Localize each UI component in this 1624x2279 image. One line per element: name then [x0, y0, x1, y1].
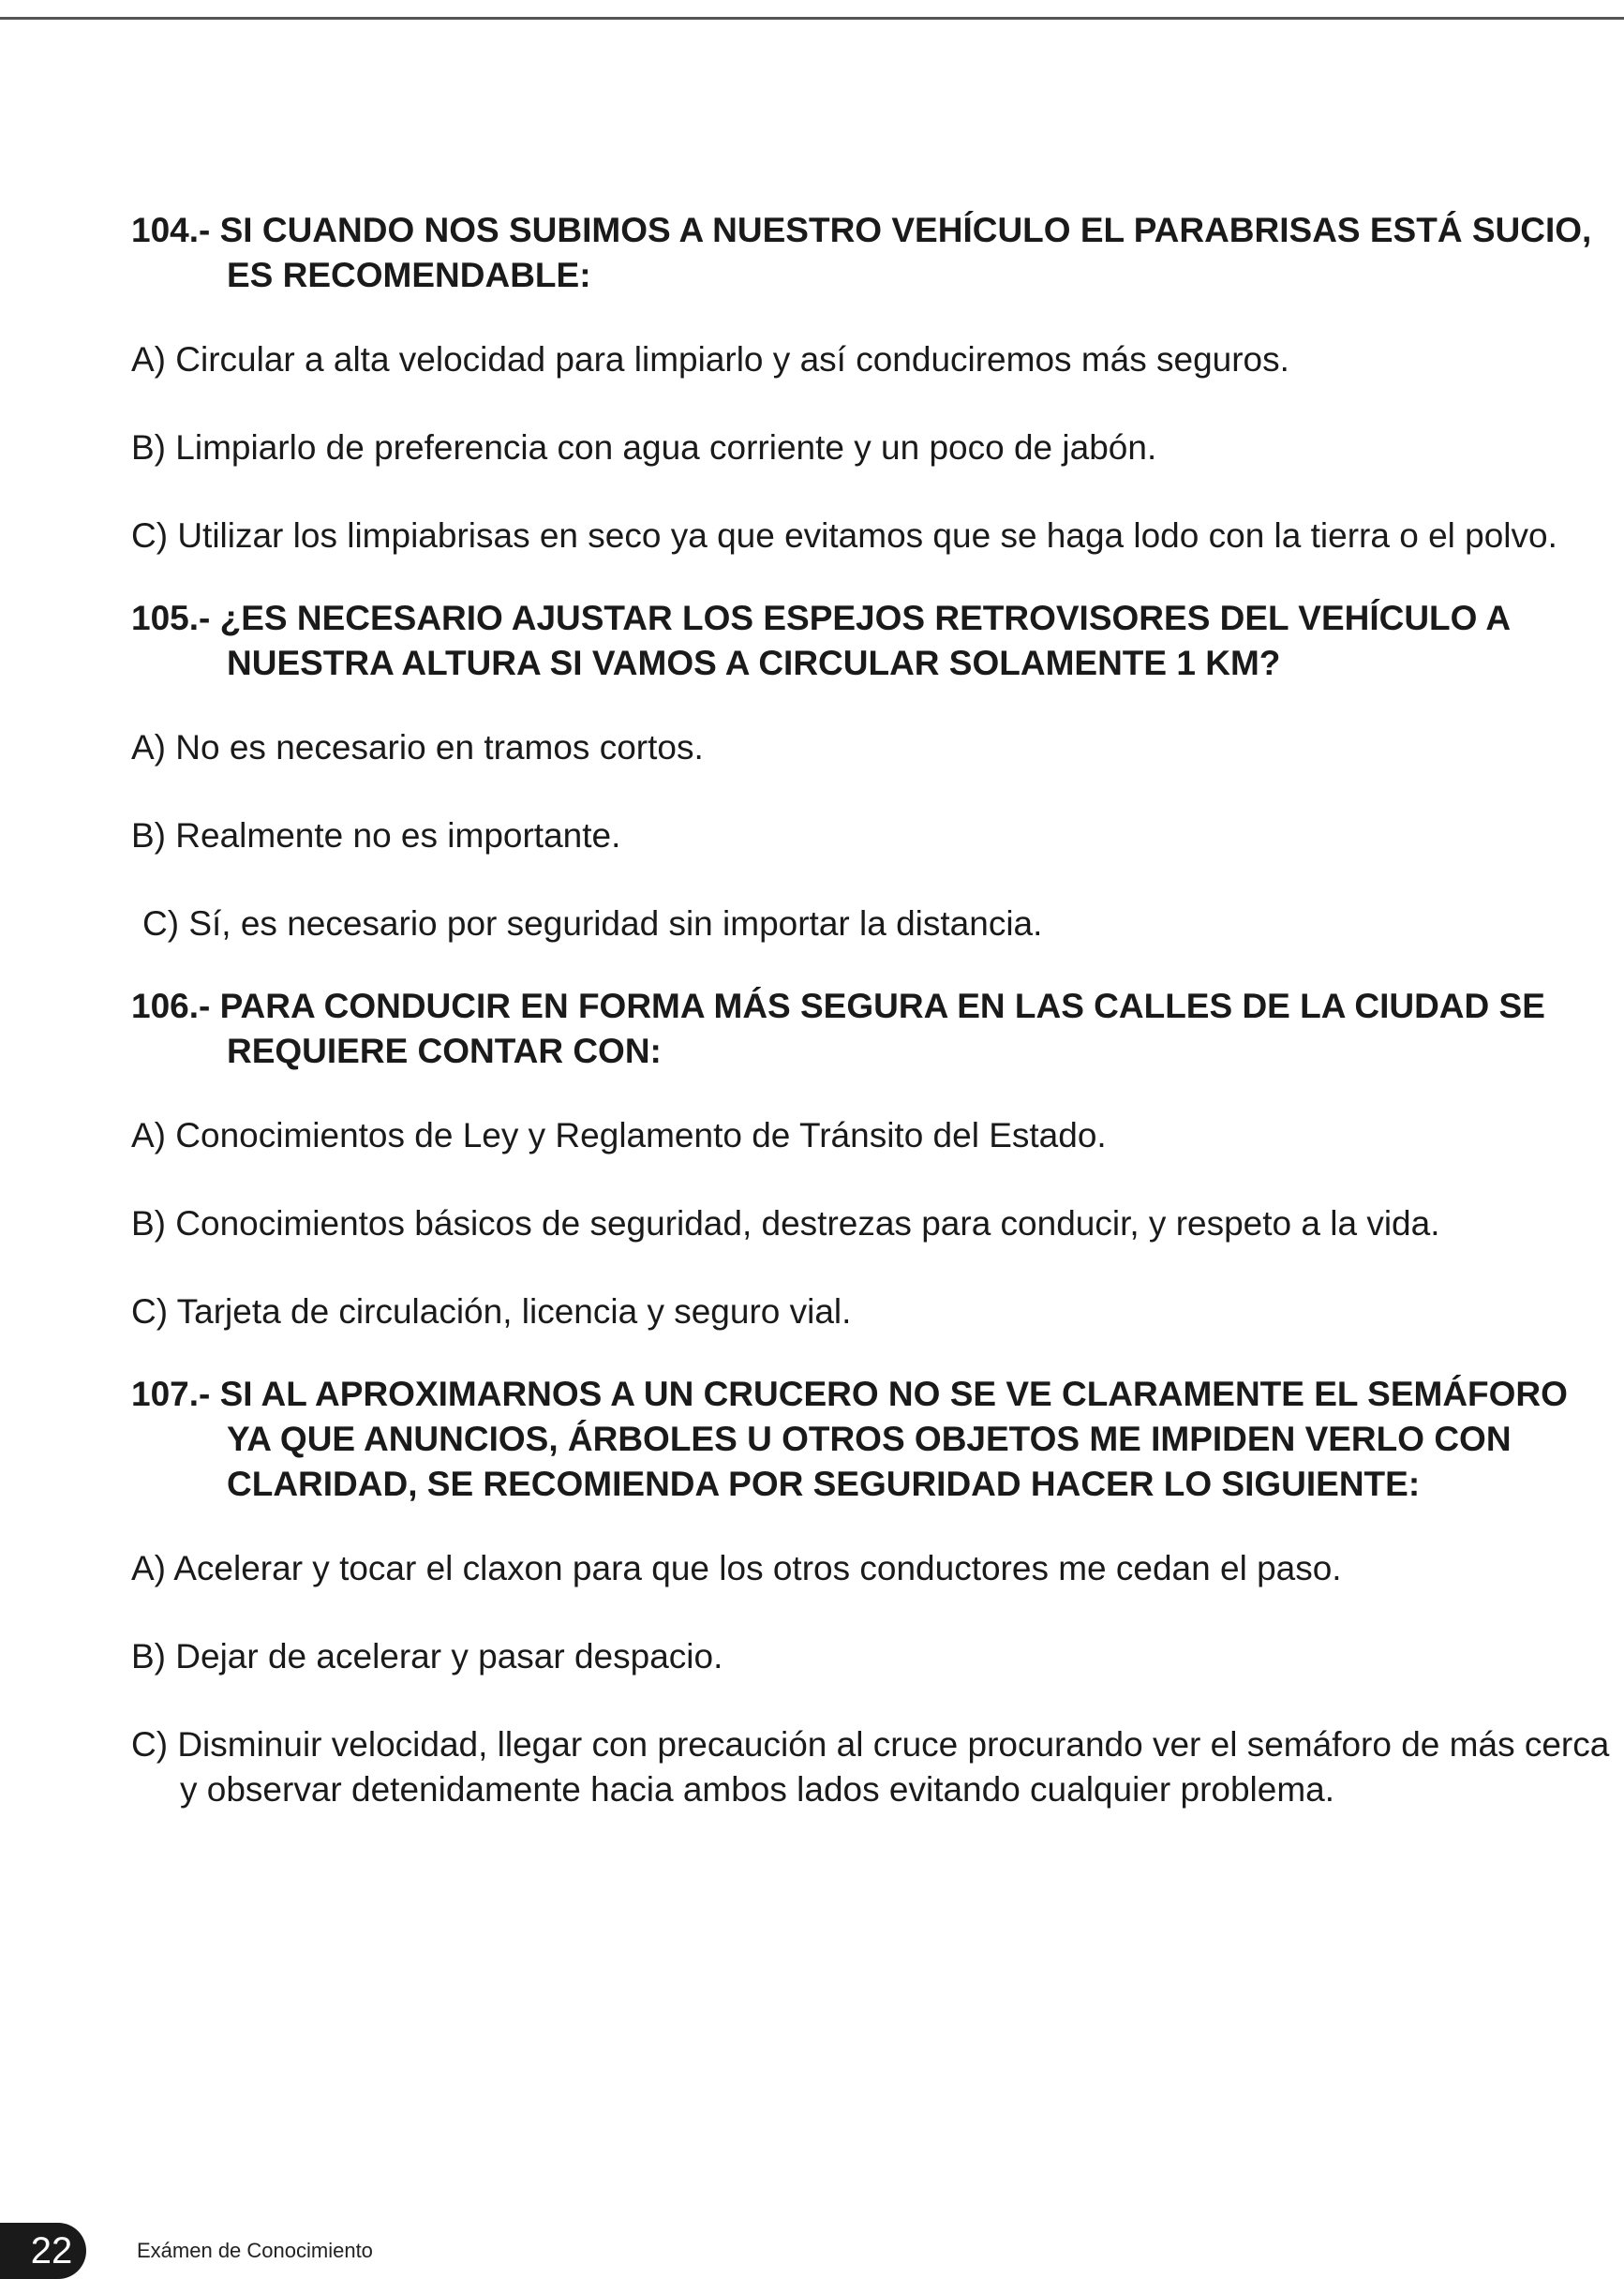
- footer-label: Exámen de Conocimiento: [137, 2239, 373, 2262]
- answer-option: B) Dejar de acelerar y pasar despacio.: [131, 1637, 723, 1676]
- question-block-105: [131, 596, 1612, 946]
- question-block-106: [131, 984, 1612, 1334]
- question-heading: 104.- SI CUANDO NOS SUBIMOS A NUESTRO VEHÍCULO EL PARABRISAS ESTÁ SUCIO, ES RECOMENDABLE:: [131, 211, 1592, 294]
- top-rule: [0, 17, 1624, 20]
- answer-option: B) Limpiarlo de preferencia con agua corriente y un poco de jabón.: [131, 428, 1157, 467]
- answer-option: C) Sí, es necesario por seguridad sin importar la distancia.: [142, 904, 1043, 943]
- answer-option: A) Acelerar y tocar el claxon para que los otros conductores me cedan el paso.: [131, 1549, 1342, 1587]
- answer-option: C) Tarjeta de circulación, licencia y seguro vial.: [131, 1292, 852, 1331]
- answer-option: A) Circular a alta velocidad para limpiarlo y así conduciremos más seguros.: [131, 340, 1289, 379]
- page-number: 22: [30, 2230, 73, 2272]
- question-block-104: [131, 208, 1612, 559]
- answer-option: A) No es necesario en tramos cortos.: [131, 728, 704, 767]
- question-heading: 105.- ¿ES NECESARIO AJUSTAR LOS ESPEJOS RETROVISORES DEL VEHÍCULO A NUESTRA ALTURA SI VAMOS A CIRCULAR SOLAMENTE 1 KM?: [131, 599, 1510, 682]
- answer-option: A) Conocimientos de Ley y Reglamento de Tránsito del Estado.: [131, 1116, 1107, 1154]
- answer-option: C) Utilizar los limpiabrisas en seco ya que evitamos que se haga lodo con la tierra o el polvo.: [131, 516, 1557, 555]
- question-heading: 106.- PARA CONDUCIR EN FORMA MÁS SEGURA EN LAS CALLES DE LA CIUDAD SE REQUIERE CONTAR CON:: [131, 987, 1545, 1070]
- answer-option: B) Conocimientos básicos de seguridad, destrezas para conducir, y respeto a la vida.: [131, 1204, 1440, 1243]
- question-block-107: [131, 1372, 1612, 1812]
- question-list: [131, 208, 1612, 1855]
- question-heading: 107.- SI AL APROXIMARNOS A UN CRUCERO NO SE VE CLARAMENTE EL SEMÁFORO YA QUE ANUNCIOS, ÁRBOLES U OTROS OBJETOS ME IMPIDEN VERLO CON CLARIDAD, SE RECOMIENDA POR SEGURIDAD HACER LO SIGUIENTE:: [131, 1375, 1568, 1503]
- answer-option: B) Realmente no es importante.: [131, 816, 621, 855]
- answer-option: C) Disminuir velocidad, llegar con precaución al cruce procurando ver el semáforo de más cerca y observar detenidamente hacia ambos lados evitando cualquier problema.: [131, 1725, 1610, 1809]
